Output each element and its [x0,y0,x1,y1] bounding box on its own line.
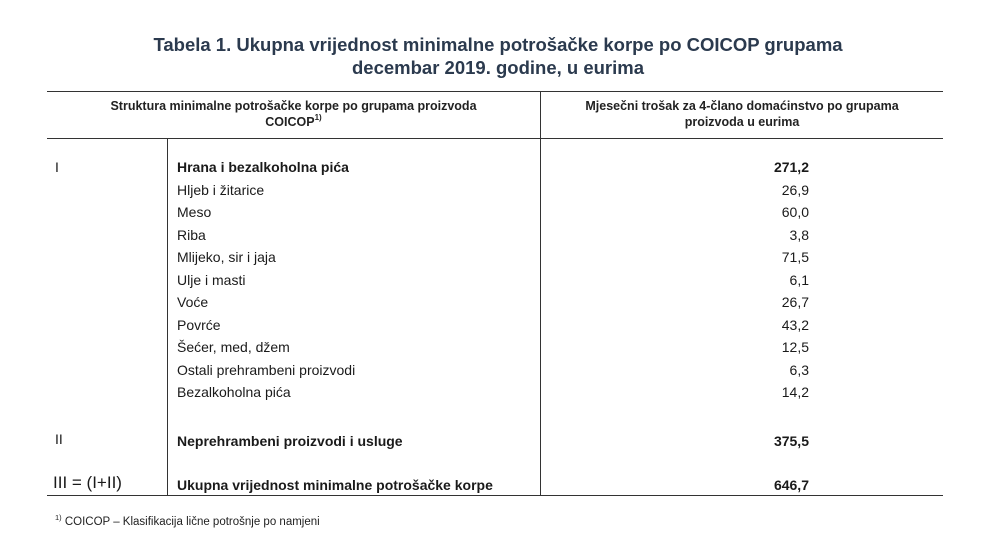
item-value: 12,5 [781,339,809,355]
table-title [0,33,996,79]
total-name: Ukupna vrijednost minimalne potrošačke korpe [177,477,493,493]
item-name: Povrće [177,317,221,333]
item-value: 26,9 [781,182,809,198]
item-value: 60,0 [781,204,809,220]
item-name: Riba [177,227,206,243]
header-bottom-border [47,138,943,139]
item-name: Hljeb i žitarice [177,182,265,198]
table-title-line1: Tabela 1. Ukupna vrijednost minimalne potrošačke korpe po COICOP grupama [153,34,843,55]
item-value: 6,3 [789,362,809,378]
item-value: 6,1 [789,272,809,288]
header-structure-line1: Struktura minimalne potrošačke korpe po grupama proizvoda [110,99,477,113]
header-footnote-mark: 1) [314,112,322,122]
item-value: 43,2 [781,317,809,333]
group1-code: I [55,159,59,175]
total-value: 646,7 [773,477,809,493]
header-structure-line2 [47,114,540,130]
table-top-border [47,91,943,92]
code-column-divider [167,138,168,496]
item-value: 71,5 [781,249,809,265]
header-structure [47,98,540,130]
item-name: Šećer, med, džem [177,339,290,355]
item-name: Voće [177,294,209,310]
group1-value: 271,2 [773,159,809,175]
table-bottom-border [47,495,943,496]
item-name: Ulje i masti [177,272,246,288]
group1-name: Hrana i bezalkoholna pića [177,159,349,175]
header-monthly-cost-line2: proizvoda u eurima [684,115,800,129]
item-value: 26,7 [781,294,809,310]
header-monthly-cost-line1: Mjesečni trošak za 4-člano domaćinstvo po grupama [585,99,899,113]
item-name: Mlijeko, sir i jaja [177,249,276,265]
item-name: Ostali prehrambeni proizvodi [177,362,356,378]
header-coicop: COICOP [265,115,315,129]
item-name: Meso [177,204,212,220]
table-title-line2: decembar 2019. godine, u eurima [352,57,644,78]
item-name: Bezalkoholna pića [177,384,291,400]
item-value: 14,2 [781,384,809,400]
total-code: III = (I+II) [53,473,122,492]
group2-value: 375,5 [773,433,809,449]
group2-code: II [55,431,63,447]
coicop-table [47,91,943,496]
column-divider [540,91,541,496]
group2-name: Neprehrambeni proizvodi i usluge [177,433,403,449]
footnote-mark: 1) [55,513,62,522]
item-value: 3,8 [789,227,809,243]
footnote [55,513,320,528]
header-monthly-cost [541,98,943,130]
footnote-text: COICOP – Klasifikacija lične potrošnje po namjeni [61,515,320,528]
